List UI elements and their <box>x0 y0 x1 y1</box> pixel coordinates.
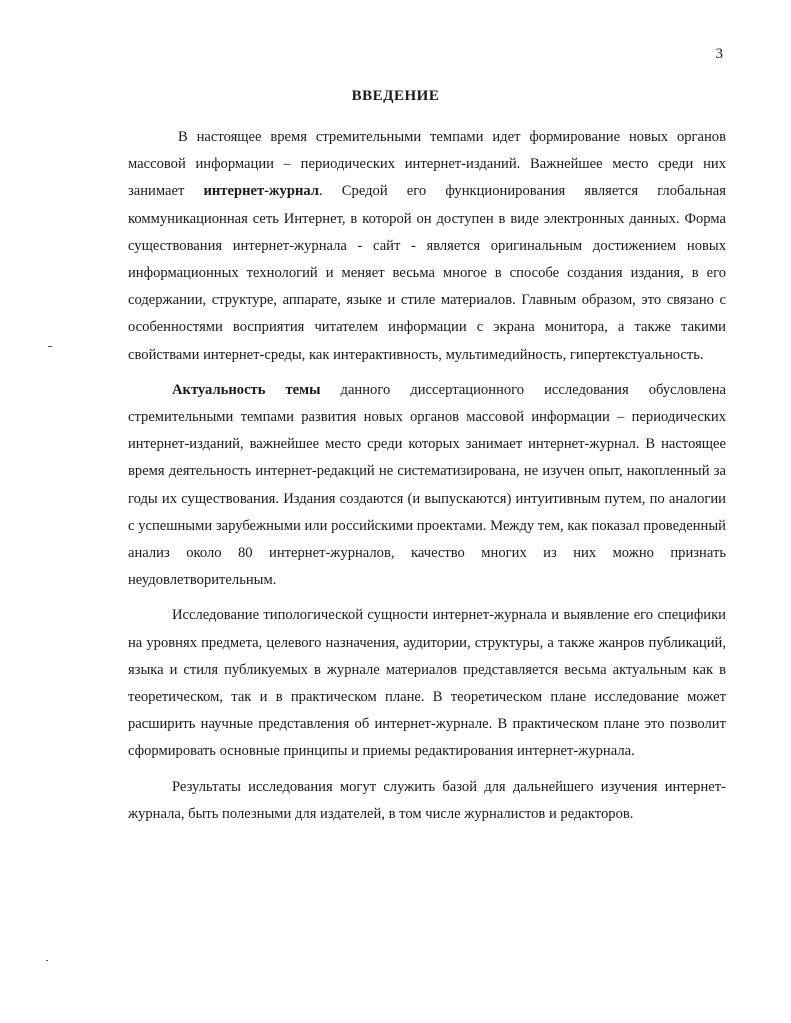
page-number: 3 <box>715 46 723 62</box>
scan-speck <box>48 346 52 347</box>
paragraph-text: . Средой его функционирования является глобальная коммуникационная сеть Интернет, в которой он доступен в виде электронных данных. Форма существования интернет-журнала - сайт - является оригинальным достижением новых информационных технологий и меняет весьма многое в способе создания издания, в его содержании, структуре, аппарате, языке и стиле материалов. Главным образом, это связано с особенностями восприятия читателем информации с экрана монитора, а также такими свойствами интернет-среды, как интерактивность, мультимедийность, гипертекстуальность. <box>128 183 726 363</box>
paragraph-results <box>128 774 726 828</box>
paragraph-text: данного диссертационного исследования обусловлена стремительными темпами развития новых органов массовой информации – периодических интернет-изданий, важнейшее место среди которых занимает интернет-журнал. В настоящее время деятельность интернет-редакций не систематизирована, не изучен опыт, накопленный за годы их существования. Издания создаются (и выпускаются) интуитивным путем, по аналогии с успешными зарубежными или российскими проектами. Между тем, как показал проведенный анализ около 80 интернет-журналов, качество многих из них можно признать неудовлетворительным. <box>128 381 726 589</box>
paragraph-text: Результаты исследования могут служить базой для дальнейшего изучения интернет-журнала, быть полезными для издателей, в том числе журналистов и редакторов. <box>128 778 726 822</box>
bold-term: интернет-журнал <box>203 183 319 200</box>
paragraph-introduction <box>128 124 726 369</box>
body-text <box>128 124 726 836</box>
paragraph-text: В настоящее время стремительными темпами идет формирование новых органов массовой информации – периодических интернет-изданий. Важнейшее место среди них занимает <box>128 129 726 200</box>
paragraph-relevance <box>128 377 726 595</box>
section-heading: ВВЕДЕНИЕ <box>351 88 440 104</box>
paragraph-research <box>128 602 726 765</box>
scan-speck <box>46 960 48 961</box>
bold-term: Актуальность темы <box>172 381 321 398</box>
paragraph-text: Исследование типологической сущности интернет-журнала и выявление его специфики на уровнях предмета, целевого назначения, аудитории, структуры, а также жанров публикаций, языка и стиля публикуемых в журнале материалов представляется весьма актуальным как в теоретическом, так и в практическом плане. В теоретическом плане исследование может расширить научные представления об интернет-журнале. В практическом плане это позволит сформировать основные принципы и приемы редактирования интернет-журнала. <box>128 607 726 760</box>
